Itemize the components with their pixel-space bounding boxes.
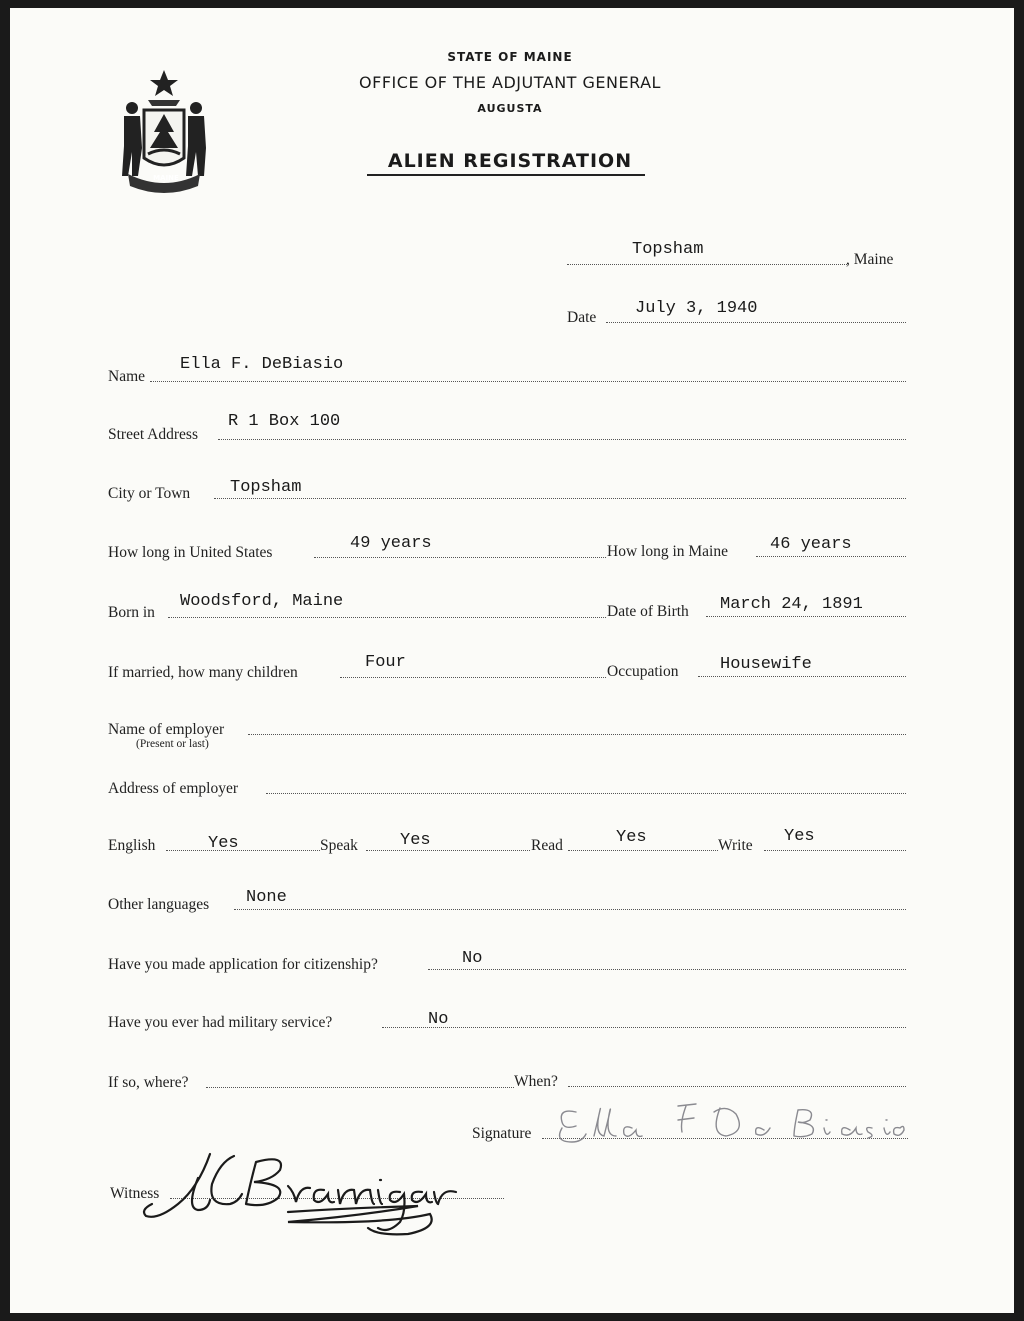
english-value[interactable]: Yes — [208, 834, 239, 853]
date-label: Date — [567, 309, 597, 326]
read-value[interactable]: Yes — [616, 828, 647, 847]
employer-sublabel: (Present or last) — [136, 738, 209, 750]
dob-label: Date of Birth — [607, 603, 689, 620]
witness-signature[interactable] — [138, 1148, 478, 1238]
seal-ribbon-text: MAINE — [153, 174, 179, 182]
street-label: Street Address — [108, 426, 198, 443]
children-label: If married, how many children — [108, 664, 298, 681]
header-city: AUGUSTA — [477, 102, 543, 115]
write-value[interactable]: Yes — [784, 827, 815, 846]
title-underline — [367, 174, 645, 176]
occupation-label: Occupation — [607, 663, 679, 680]
signature-label: Signature — [472, 1125, 532, 1142]
military-label: Have you ever had military service? — [108, 1014, 333, 1031]
employer-label: Name of employer — [108, 721, 225, 738]
military-value[interactable]: No — [428, 1010, 449, 1029]
when-label: When? — [514, 1073, 558, 1090]
date-value[interactable]: July 3, 1940 — [635, 299, 758, 318]
speak-value[interactable]: Yes — [400, 831, 431, 850]
dob-value[interactable]: March 24, 1891 — [720, 595, 863, 614]
header-state: STATE OF MAINE — [447, 50, 573, 64]
occupation-value[interactable]: Housewife — [720, 655, 812, 674]
speak-label: Speak — [320, 837, 358, 854]
city-value[interactable]: Topsham — [230, 478, 302, 497]
employer-address-label: Address of employer — [108, 780, 238, 797]
children-value[interactable]: Four — [365, 653, 406, 672]
name-label: Name — [108, 368, 146, 385]
read-label: Read — [531, 837, 563, 854]
maine-time-value[interactable]: 46 years — [770, 535, 852, 554]
write-label: Write — [718, 837, 753, 854]
maine-time-label: How long in Maine — [607, 543, 728, 560]
english-label: English — [108, 837, 156, 854]
born-label: Born in — [108, 604, 155, 621]
city-label: City or Town — [108, 485, 191, 502]
other-languages-value[interactable]: None — [246, 888, 287, 907]
street-value[interactable]: R 1 Box 100 — [228, 412, 341, 431]
applicant-signature[interactable] — [550, 1098, 910, 1148]
place-value[interactable]: Topsham — [632, 240, 704, 259]
us-time-value[interactable]: 49 years — [350, 534, 432, 553]
witness-label: Witness — [110, 1185, 160, 1202]
citizenship-label: Have you made application for citizenship? — [108, 956, 378, 973]
place-suffix: , Maine — [846, 251, 894, 268]
header-office: OFFICE OF THE ADJUTANT GENERAL — [359, 73, 661, 92]
form-page — [10, 8, 1014, 1313]
form-title: ALIEN REGISTRATION — [387, 150, 633, 172]
other-languages-label: Other languages — [108, 896, 210, 913]
citizenship-value[interactable]: No — [462, 949, 483, 968]
where-label: If so, where? — [108, 1074, 189, 1091]
born-value[interactable]: Woodsford, Maine — [180, 592, 344, 611]
name-value[interactable]: Ella F. DeBiasio — [180, 355, 344, 374]
us-time-label: How long in United States — [108, 544, 273, 561]
